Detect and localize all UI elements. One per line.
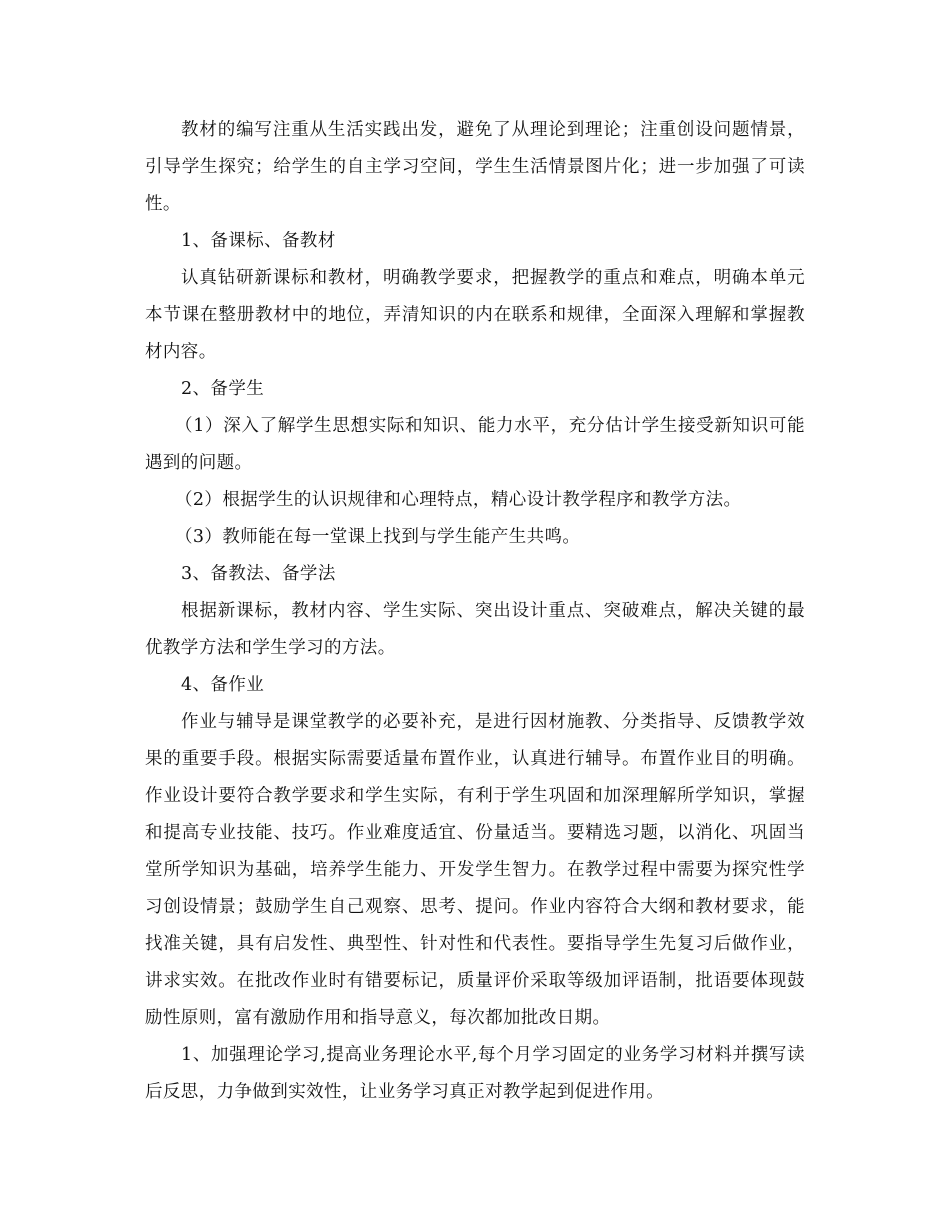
section-heading-students: 2、备学生 bbox=[181, 379, 265, 399]
section-heading-curriculum: 1、备课标、备教材 bbox=[181, 231, 336, 251]
document-body bbox=[145, 112, 805, 1111]
students-item-3: （3）教师能在每一堂课上找到与学生能产生共鸣。 bbox=[175, 527, 581, 547]
theory-study-paragraph: 1、加强理论学习,提高业务理论水平,每个月学习固定的业务学习材料并撰写读后反思，力争做到实效性，让业务学习真正对教学起到促进作用。 bbox=[145, 1045, 805, 1102]
homework-paragraph: 作业与辅导是课堂教学的必要补充，是进行因材施教、分类指导、反馈教学效果的重要手段。根据实际需要适量布置作业，认真进行辅导。布置作业目的明确。作业设计要符合教学要求和学生实际，有利于学生巩固和加深理解所学知识，掌握和提高专业技能、技巧。作业难度适宜、份量适当。要精选习题，以消化、巩固当堂所学知识为基础，培养学生能力、开发学生智力。在教学过程中需要为探究性学习创设情景；鼓励学生自己观察、思考、提问。作业内容符合大纲和教材要求，能找准关键，具有启发性、典型性、针对性和代表性。要指导学生先复习后做作业，讲求实效。在批改作业时有错要标记，质量评价采取等级加评语制，批语要体现鼓励性原则，富有激励作用和指导意义，每次都加批改日期。 bbox=[145, 712, 805, 1028]
students-item-2: （2）根据学生的认识规律和心理特点，精心设计教学程序和教学方法。 bbox=[175, 490, 742, 510]
curriculum-paragraph: 认真钻研新课标和教材，明确教学要求，把握教学的重点和难点，明确本单元本节课在整册教材中的地位，弄清知识的内在联系和规律，全面深入理解和掌握教材内容。 bbox=[145, 268, 805, 362]
section-heading-homework: 4、备作业 bbox=[181, 675, 265, 695]
students-item-1: （1）深入了解学生思想实际和知识、能力水平，充分估计学生接受新知识可能遇到的问题。 bbox=[145, 416, 805, 473]
intro-paragraph: 教材的编写注重从生活实践出发，避免了从理论到理论；注重创设问题情景，引导学生探究；给学生的自主学习空间，学生生活情景图片化；进一步加强了可读性。 bbox=[145, 120, 805, 214]
section-heading-methods: 3、备教法、备学法 bbox=[181, 564, 336, 584]
methods-paragraph: 根据新课标，教材内容、学生实际、突出设计重点、突破难点，解决关键的最优教学方法和学生学习的方法。 bbox=[145, 601, 805, 658]
